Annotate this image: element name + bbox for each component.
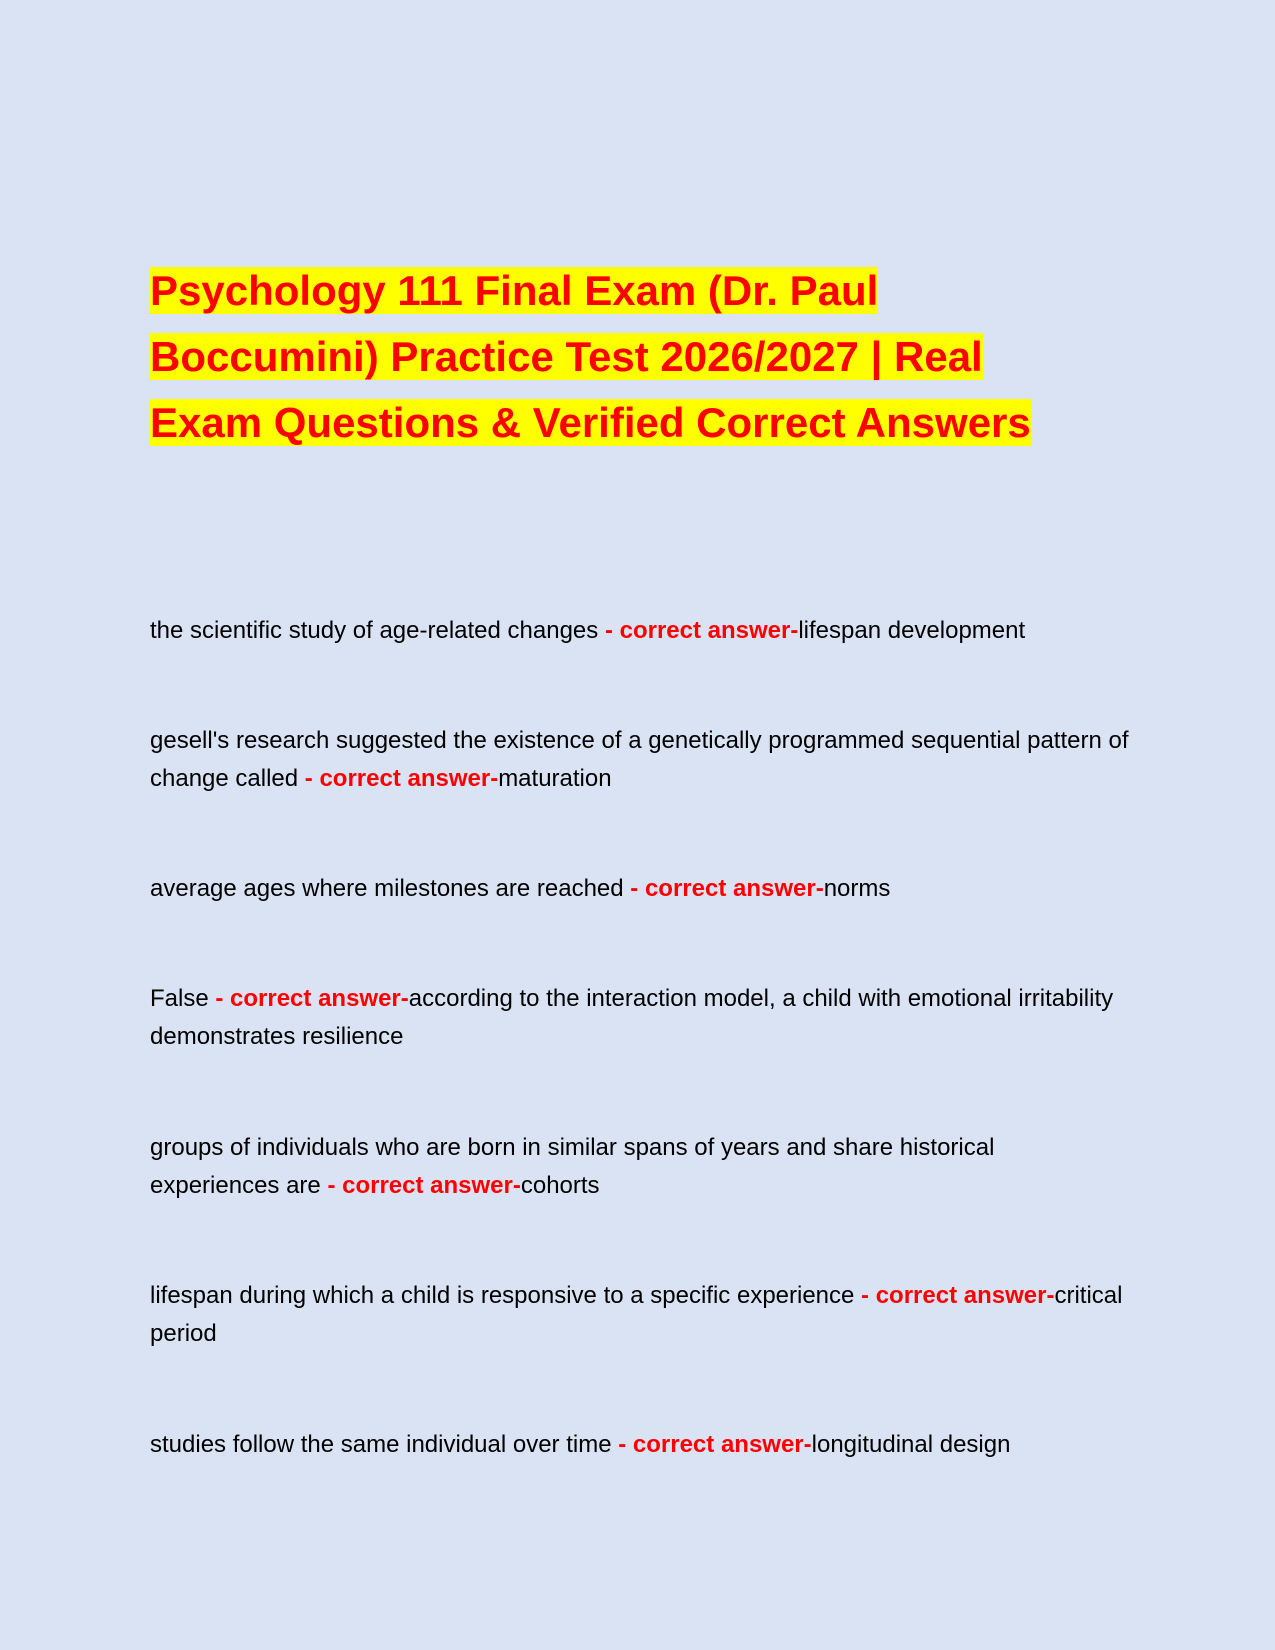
title-line: Exam Questions & Verified Correct Answers <box>150 399 1031 446</box>
answer-separator: - correct answer- <box>215 985 409 1012</box>
document-title <box>150 258 1100 456</box>
question: average ages where milestones are reached <box>150 875 631 902</box>
question: gesell's research suggested the existence of a genetically programmed sequential pattern of change called <box>150 727 1129 792</box>
answer: longitudinal design <box>811 1431 1011 1458</box>
qa-item <box>150 612 1130 650</box>
title-line: Boccumini) Practice Test 2026/2027 | Real <box>150 333 983 380</box>
answer-separator: - correct answer- <box>861 1282 1055 1309</box>
answer-separator: - correct answer- <box>327 1172 521 1199</box>
question: groups of individuals who are born in similar spans of years and share historical experiences are <box>150 1134 995 1199</box>
question: False <box>150 985 216 1012</box>
qa-item <box>150 1129 1130 1205</box>
answer: norms <box>823 875 891 902</box>
qa-item <box>150 722 1130 798</box>
answer: maturation <box>498 765 612 792</box>
question: studies follow the same individual over time <box>150 1431 619 1458</box>
answer: according to the interaction model, a child with emotional irritability demonstrates resilience <box>150 985 1114 1050</box>
title-line: Psychology 111 Final Exam (Dr. Paul <box>150 267 879 314</box>
qa-item <box>150 1277 1130 1353</box>
answer-separator: - correct answer- <box>304 765 499 792</box>
qa-item <box>150 1426 1130 1464</box>
question: the scientific study of age-related changes <box>150 617 605 644</box>
question: lifespan during which a child is responsive to a specific experience <box>150 1282 862 1309</box>
answer-separator: - correct answer- <box>618 1431 812 1458</box>
answer: cohorts <box>520 1172 600 1199</box>
qa-item <box>150 980 1130 1056</box>
answer: lifespan development <box>798 617 1026 644</box>
qa-item <box>150 870 1130 908</box>
answer: critical period <box>150 1282 1123 1347</box>
answer-separator: - correct answer- <box>630 875 824 902</box>
answer-separator: - correct answer- <box>604 617 799 644</box>
